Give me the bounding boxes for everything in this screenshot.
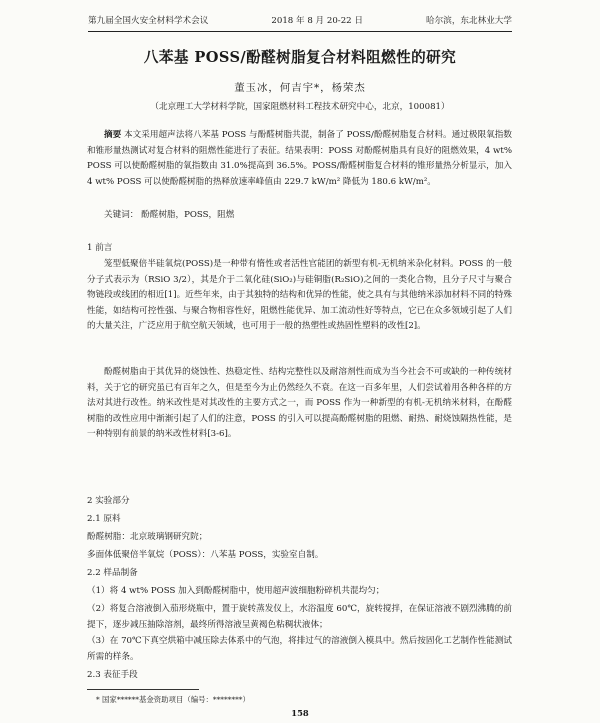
conference-location: 哈尔滨，东北林业大学 bbox=[426, 16, 512, 26]
material-item-poss: 多面体低聚倍半氧烷（POSS）：八苯基 POSS，实验室自制。 bbox=[87, 550, 324, 560]
keywords-label: 关键词： bbox=[104, 210, 139, 220]
subsection-heading-preparation: 2.2 样品制备 bbox=[87, 568, 138, 578]
footnote-rule bbox=[87, 689, 199, 690]
prep-step-1: （1）将 4 wt% POSS 加入到酚醛树脂中，使用超声波细胞粉碎机共混均匀； bbox=[87, 586, 385, 596]
paper-title: 八苯基 POSS/酚醛树脂复合材料阻燃性的研究 bbox=[143, 49, 457, 66]
header-rule bbox=[88, 31, 512, 32]
intro-paragraph-2: 酚醛树脂由于其优异的烧蚀性、热稳定性、结构完整性以及耐溶剂性而成为当今社会不可或缺的一种传统材料，关于它的研究虽已有百年之久，但是至今为止仍然经久不衰。在这一百多年里，人们尝试着用各种各样的方法对其进行改性。纳米改性是对其改性的主要方式之一，而 POSS 作为一种新型的有机-无机纳米材料，在酚醛树脂的改性应用中渐渐引起了人们的注意，POSS 的引入可以提高酚醛树脂的阻燃、耐热、耐烧蚀隔热性能，是一种特别有前景的纳米改性材料[3-6]。 bbox=[87, 367, 512, 440]
running-header bbox=[88, 14, 512, 26]
conference-name: 第九届全国火安全材料学术会议 bbox=[88, 16, 209, 26]
keywords-text: 酚醛树脂，POSS，阻燃 bbox=[141, 210, 235, 220]
prep-step-2: （2）将复合溶液倒入茄形烧瓶中，置于旋转蒸发仪上，水浴温度 60℃，旋转搅拌，在保证溶液不剧烈沸腾的前提下，逐步减压抽除溶剂，最终所得溶液呈黄褐色粘稠状液体； bbox=[87, 604, 512, 630]
footnote: * 国家******基金资助项目（编号：********） bbox=[96, 695, 250, 704]
section-heading-experimental: 2 实验部分 bbox=[87, 496, 130, 506]
author-list: 董玉冰，何吉宇*，杨荣杰 bbox=[234, 82, 366, 94]
affiliation: （北京理工大学材料学院，国家阻燃材料工程技术研究中心，北京，100081） bbox=[150, 102, 450, 112]
intro-paragraph-1: 笼型低聚倍半硅氧烷(POSS)是一种带有惰性或者活性官能团的新型有机-无机纳米杂化材料。POSS 的一般分子式表示为（RSiO 3/2），其是介于二氧化硅(SiO₂)与硅铜脂(R₂SiO)之间的一类化合物，且分子尺寸与聚合物链段或线团的相近[1]。近些年来，由于其独特的结构和优异的性能，使之具有与其他纳米添加材料不同的特殊性能，如结构可控性强、与聚合物相容性好，阻燃性能优异、加工流动性好等特点，它已在众多领域引起了人们的大量关注，广泛应用于航空航天领域，也可用于一般的热塑性或热固性塑料的改性[2]。 bbox=[87, 259, 512, 332]
abstract bbox=[87, 128, 512, 190]
section-heading-intro: 1 前言 bbox=[87, 243, 113, 253]
abstract-text: 本文采用超声法将八苯基 POSS 与酚醛树脂共混，制备了 POSS/酚醛树脂复合材料。通过极限氧指数和锥形量热测试对复合材料的阻燃性能进行了表征。结果表明：POSS 对酚醛树脂具有良好的阻燃效果，4 wt% POSS 可以使酚醛树脂的氧指数由 31.0%提高到 36.5%。POSS/酚醛树脂复合材料的锥形量热分析显示，加入 4 wt% POSS 可以使酚醛树脂的热释放速率峰值由 229.7 kW/m² 降低为 180.6 kW/m²。 bbox=[87, 130, 513, 187]
subsection-heading-materials: 2.1 原料 bbox=[87, 514, 121, 524]
abstract-label: 摘要 bbox=[104, 130, 122, 140]
conference-date: 2018 年 8 月 20-22 日 bbox=[271, 16, 363, 26]
prep-step-3: （3）在 70℃下真空烘箱中减压除去体系中的气泡，将排过气的溶液倒入模具中。然后按固化工艺制作性能测试所需的样条。 bbox=[87, 636, 512, 662]
page-number: 158 bbox=[291, 708, 309, 718]
keywords bbox=[87, 208, 512, 224]
material-item-resin: 酚醛树脂：北京玻璃钢研究院； bbox=[87, 532, 208, 542]
subsection-heading-characterization: 2.3 表征手段 bbox=[87, 670, 138, 680]
